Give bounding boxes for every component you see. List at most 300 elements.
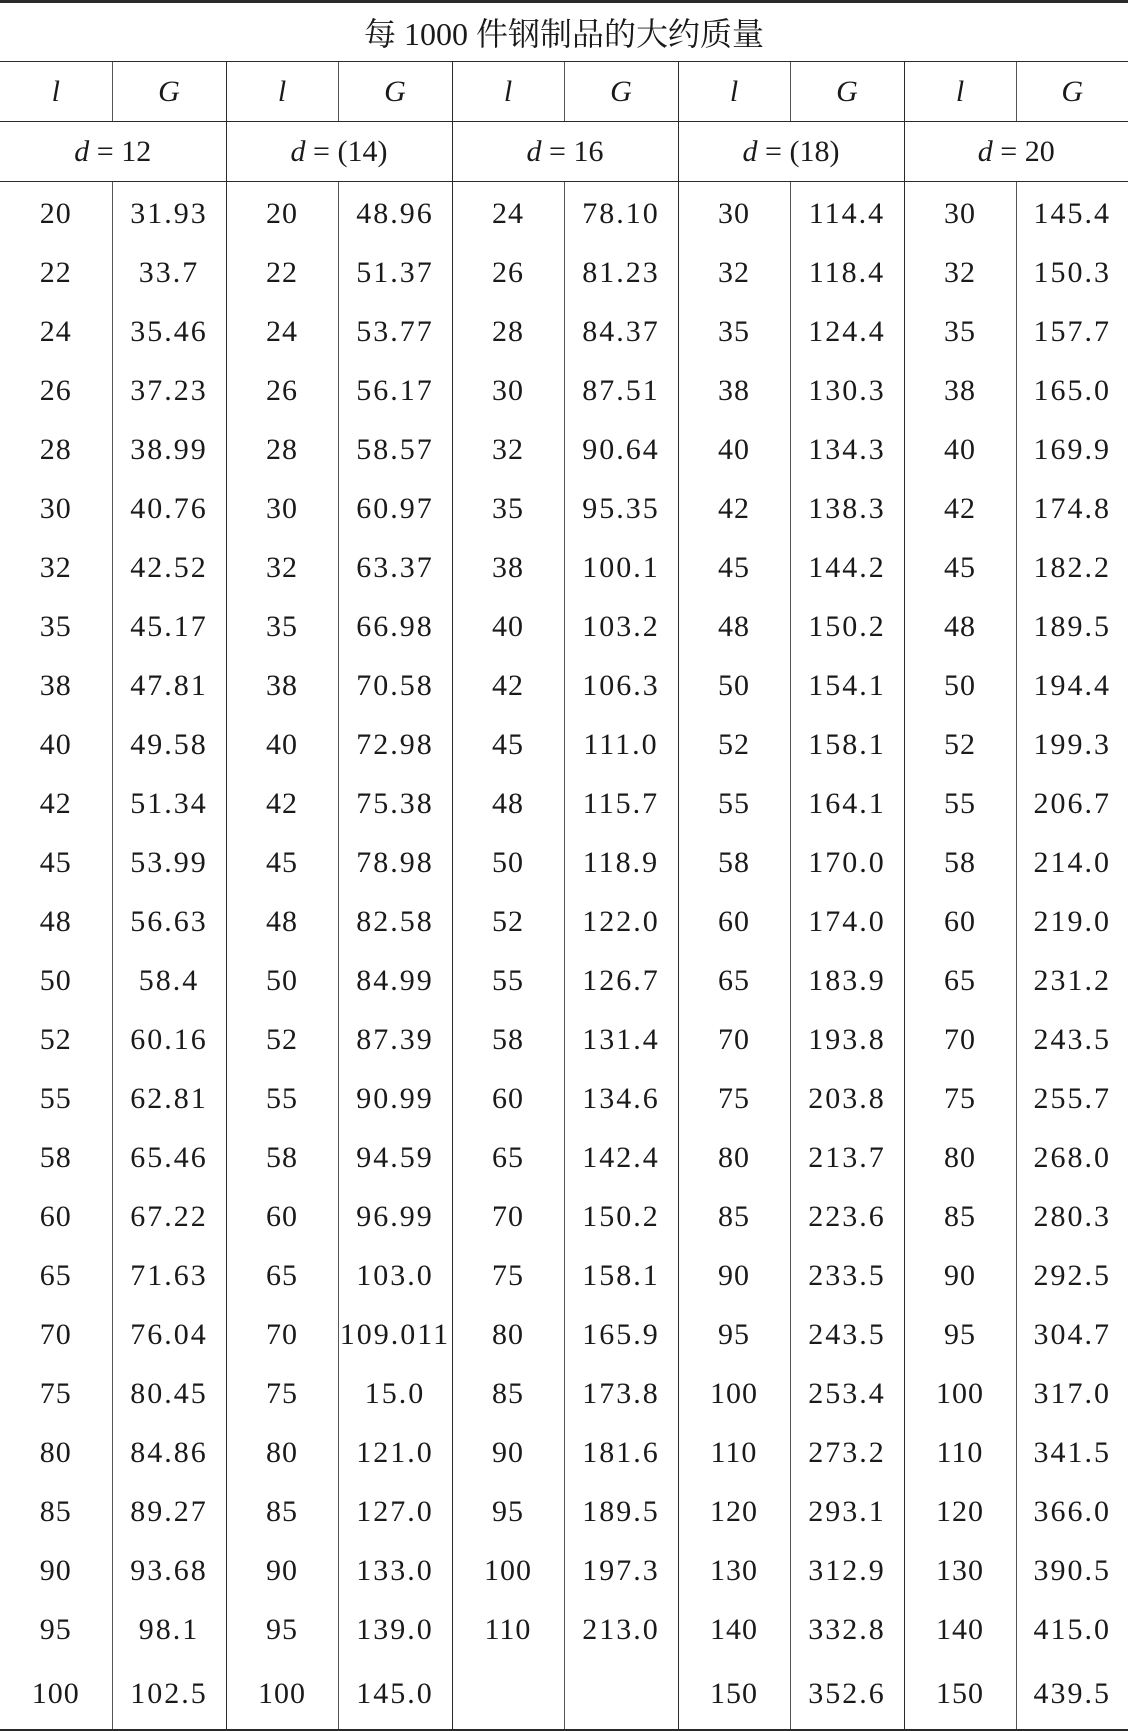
length-cell: 20 [226,182,338,244]
length-cell: 50 [452,833,564,892]
mass-cell: 133.0 [338,1541,452,1600]
length-cell: 45 [452,715,564,774]
length-cell: 50 [678,656,790,715]
length-cell: 60 [452,1069,564,1128]
length-cell: 42 [39,786,72,820]
table-row [0,892,1128,951]
col-header-l: l [0,62,112,122]
mass-cell: 33.7 [112,243,226,302]
mass-cell: 183.9 [790,951,904,1010]
length-cell: 65 [904,951,1016,1010]
mass-cell: 115.7 [564,774,678,833]
mass-cell: 273.2 [790,1423,904,1482]
mass-cell: 84.99 [338,951,452,1010]
mass-cell: 439.5 [1016,1659,1128,1730]
table-row [0,1187,1128,1246]
length-cell: 58 [39,1140,72,1174]
mass-cell: 268.0 [1016,1128,1128,1187]
length-cell: 140 [678,1600,790,1659]
table-row [0,1010,1128,1069]
mass-cell: 165.0 [1016,361,1128,420]
length-cell: 120 [904,1482,1016,1541]
mass-cell: 154.1 [790,656,904,715]
length-cell: 28 [226,420,338,479]
length-cell: 55 [226,1069,338,1128]
table-row [0,1069,1128,1128]
mass-cell: 15.0 [338,1364,452,1423]
length-cell: 32 [678,243,790,302]
table-row [0,420,1128,479]
length-cell: 32 [39,550,72,584]
table-row [0,1364,1128,1423]
table-row [0,656,1128,715]
mass-cell: 189.5 [1016,597,1128,656]
length-cell: 48 [678,597,790,656]
length-cell: 110 [452,1600,564,1659]
length-cell: 35 [678,302,790,361]
length-cell: 70 [678,1010,790,1069]
col-header-g: G [790,62,904,122]
group-label-d18: d = (18) [678,122,904,182]
table-row [0,951,1128,1010]
table-title: 每 1000 件钢制品的大约质量 [0,2,1128,62]
mass-cell: 130.3 [790,361,904,420]
mass-cell: 56.63 [112,892,226,951]
mass-cell: 126.7 [564,951,678,1010]
mass-cell: 145.4 [1016,182,1128,244]
mass-cell: 53.77 [338,302,452,361]
length-cell: 55 [904,774,1016,833]
length-cell: 40 [226,715,338,774]
mass-cell: 78.10 [564,182,678,244]
length-cell: 60 [904,892,1016,951]
col-header-l: l [678,62,790,122]
mass-cell: 118.9 [564,833,678,892]
mass-cell: 67.22 [112,1187,226,1246]
mass-cell: 193.8 [790,1010,904,1069]
length-cell: 45 [904,538,1016,597]
mass-cell: 89.27 [112,1482,226,1541]
length-cell: 26 [452,243,564,302]
length-cell: 85 [39,1494,72,1528]
mass-cell: 111.0 [564,715,678,774]
mass-cell: 173.8 [564,1364,678,1423]
length-cell: 30 [226,479,338,538]
length-cell: 65 [452,1128,564,1187]
mass-cell: 90.64 [564,420,678,479]
mass-cell [564,1659,678,1730]
length-cell [452,1659,564,1730]
table-row [0,1659,1128,1730]
col-header-g: G [338,62,452,122]
length-cell: 35 [39,609,72,643]
col-header-l: l [226,62,338,122]
mass-cell: 103.0 [338,1246,452,1305]
length-cell: 80 [39,1435,72,1469]
length-cell: 90 [452,1423,564,1482]
mass-cell: 243.5 [790,1305,904,1364]
length-cell: 52 [904,715,1016,774]
length-cell: 95 [904,1305,1016,1364]
mass-cell: 213.0 [564,1600,678,1659]
length-cell: 65 [39,1258,72,1292]
mass-cell: 127.0 [338,1482,452,1541]
length-cell: 30 [452,361,564,420]
length-cell: 60 [39,1199,72,1233]
mass-cell: 121.0 [338,1423,452,1482]
length-cell: 70 [452,1187,564,1246]
length-cell: 30 [39,491,72,525]
mass-cell: 106.3 [564,656,678,715]
mass-cell: 174.8 [1016,479,1128,538]
length-cell: 80 [904,1128,1016,1187]
length-cell: 24 [39,314,72,348]
table-row [0,182,1128,244]
length-cell: 24 [226,302,338,361]
mass-cell: 255.7 [1016,1069,1128,1128]
mass-cell: 219.0 [1016,892,1128,951]
mass-cell: 138.3 [790,479,904,538]
length-cell: 30 [678,182,790,244]
col-header-g: G [1016,62,1128,122]
mass-cell: 94.59 [338,1128,452,1187]
table-row [0,1482,1128,1541]
length-cell: 40 [452,597,564,656]
length-cell: 80 [452,1305,564,1364]
mass-cell: 352.6 [790,1659,904,1730]
mass-cell: 51.34 [112,774,226,833]
length-cell: 40 [678,420,790,479]
length-cell: 75 [452,1246,564,1305]
mass-cell: 72.98 [338,715,452,774]
table-row [0,1423,1128,1482]
mass-cell: 341.5 [1016,1423,1128,1482]
length-cell: 90 [226,1541,338,1600]
mass-cell: 37.23 [112,361,226,420]
mass-cell: 65.46 [112,1128,226,1187]
mass-cell: 31.93 [112,182,226,244]
length-cell: 32 [226,538,338,597]
mass-cell: 157.7 [1016,302,1128,361]
length-cell: 40 [904,420,1016,479]
mass-cell: 150.3 [1016,243,1128,302]
mass-cell: 78.98 [338,833,452,892]
mass-cell: 98.1 [112,1600,226,1659]
table-row [0,1541,1128,1600]
length-cell: 55 [452,951,564,1010]
mass-cell: 87.51 [564,361,678,420]
length-cell: 32 [904,243,1016,302]
table-row [0,1305,1128,1364]
mass-cell: 109.011 [338,1305,452,1364]
mass-cell: 150.2 [564,1187,678,1246]
mass-cell: 174.0 [790,892,904,951]
mass-cell: 332.8 [790,1600,904,1659]
length-cell: 52 [452,892,564,951]
mass-cell: 197.3 [564,1541,678,1600]
length-cell: 52 [226,1010,338,1069]
mass-cell: 199.3 [1016,715,1128,774]
length-cell: 110 [904,1423,1016,1482]
length-cell: 70 [904,1010,1016,1069]
col-header-g: G [112,62,226,122]
mass-cell: 206.7 [1016,774,1128,833]
mass-cell: 134.6 [564,1069,678,1128]
mass-cell: 70.58 [338,656,452,715]
mass-cell: 223.6 [790,1187,904,1246]
table-row [0,774,1128,833]
length-cell: 95 [452,1482,564,1541]
length-cell: 50 [39,963,72,997]
mass-cell: 58.4 [112,951,226,1010]
mass-cell: 40.76 [112,479,226,538]
title-row [0,2,1128,62]
mass-cell: 131.4 [564,1010,678,1069]
length-cell: 50 [226,951,338,1010]
length-cell: 48 [39,904,72,938]
mass-cell: 169.9 [1016,420,1128,479]
length-cell: 22 [226,243,338,302]
length-cell: 60 [226,1187,338,1246]
length-cell: 85 [452,1364,564,1423]
length-cell: 42 [452,656,564,715]
length-cell: 52 [39,1022,72,1056]
table-row [0,243,1128,302]
mass-cell: 292.5 [1016,1246,1128,1305]
length-cell: 75 [678,1069,790,1128]
length-cell: 90 [678,1246,790,1305]
mass-cell: 35.46 [112,302,226,361]
length-cell: 48 [452,774,564,833]
length-cell: 95 [226,1600,338,1659]
group-label-d12: d = 12 [0,122,226,182]
mass-cell: 139.0 [338,1600,452,1659]
mass-cell: 214.0 [1016,833,1128,892]
length-cell: 42 [226,774,338,833]
length-cell: 95 [39,1612,72,1646]
table-row [0,538,1128,597]
mass-cell: 60.97 [338,479,452,538]
mass-cell: 145.0 [338,1659,452,1730]
diameter-group-row [0,122,1128,182]
length-cell: 42 [904,479,1016,538]
mass-cell: 213.7 [790,1128,904,1187]
length-cell: 100 [0,1659,112,1730]
mass-cell: 114.4 [790,182,904,244]
length-cell: 35 [226,597,338,656]
mass-cell: 95.35 [564,479,678,538]
table-row [0,1128,1128,1187]
col-header-g: G [564,62,678,122]
mass-cell: 75.38 [338,774,452,833]
length-cell: 38 [226,656,338,715]
mass-cell: 81.23 [564,243,678,302]
table-row [0,833,1128,892]
length-cell: 24 [452,182,564,244]
length-cell: 58 [678,833,790,892]
table-row [0,597,1128,656]
mass-cell: 280.3 [1016,1187,1128,1246]
mass-cell: 304.7 [1016,1305,1128,1364]
table-row [0,1246,1128,1305]
length-cell: 45 [39,845,72,879]
length-cell: 80 [678,1128,790,1187]
mass-cell: 48.96 [338,182,452,244]
mass-cell: 317.0 [1016,1364,1128,1423]
length-cell: 80 [226,1423,338,1482]
length-cell: 30 [904,182,1016,244]
length-cell: 58 [226,1128,338,1187]
mass-cell: 84.37 [564,302,678,361]
length-cell: 130 [678,1541,790,1600]
length-cell: 38 [452,538,564,597]
mass-cell: 84.86 [112,1423,226,1482]
length-cell: 85 [678,1187,790,1246]
mass-cell: 87.39 [338,1010,452,1069]
mass-cell: 62.81 [112,1069,226,1128]
mass-cell: 58.57 [338,420,452,479]
length-cell: 50 [904,656,1016,715]
length-cell: 48 [226,892,338,951]
mass-cell: 80.45 [112,1364,226,1423]
mass-cell: 49.58 [112,715,226,774]
length-cell: 100 [226,1659,338,1730]
length-cell: 120 [678,1482,790,1541]
length-cell: 85 [226,1482,338,1541]
length-cell: 45 [678,538,790,597]
mass-cell: 100.1 [564,538,678,597]
length-cell: 58 [452,1010,564,1069]
mass-cell: 142.4 [564,1128,678,1187]
mass-cell: 181.6 [564,1423,678,1482]
mass-cell: 103.2 [564,597,678,656]
length-cell: 35 [904,302,1016,361]
mass-cell: 165.9 [564,1305,678,1364]
mass-cell: 76.04 [112,1305,226,1364]
length-cell: 28 [39,432,72,466]
table-row [0,302,1128,361]
length-cell: 85 [904,1187,1016,1246]
mass-cell: 231.2 [1016,951,1128,1010]
table-row [0,1600,1128,1659]
length-cell: 26 [39,373,72,407]
length-cell: 48 [904,597,1016,656]
mass-cell: 71.63 [112,1246,226,1305]
mass-cell: 293.1 [790,1482,904,1541]
length-cell: 130 [904,1541,1016,1600]
mass-cell: 66.98 [338,597,452,656]
mass-cell: 122.0 [564,892,678,951]
length-cell: 150 [904,1659,1016,1730]
mass-cell: 96.99 [338,1187,452,1246]
mass-cell: 253.4 [790,1364,904,1423]
mass-cell: 366.0 [1016,1482,1128,1541]
mass-cell: 93.68 [112,1541,226,1600]
mass-cell: 150.2 [790,597,904,656]
length-cell: 65 [226,1246,338,1305]
length-cell: 150 [678,1659,790,1730]
length-cell: 45 [226,833,338,892]
mass-cell: 45.17 [112,597,226,656]
length-cell: 110 [678,1423,790,1482]
mass-cell: 182.2 [1016,538,1128,597]
mass-cell: 118.4 [790,243,904,302]
group-label-d20: d = 20 [904,122,1128,182]
mass-cell: 124.4 [790,302,904,361]
length-cell: 22 [39,255,72,289]
column-header-row [0,62,1128,122]
mass-cell: 194.4 [1016,656,1128,715]
length-cell: 90 [39,1553,72,1587]
length-cell: 40 [39,727,72,761]
mass-cell: 390.5 [1016,1541,1128,1600]
length-cell: 100 [452,1541,564,1600]
mass-cell: 60.16 [112,1010,226,1069]
length-cell: 100 [678,1364,790,1423]
length-cell: 95 [678,1305,790,1364]
group-label-d16: d = 16 [452,122,678,182]
length-cell: 58 [904,833,1016,892]
length-cell: 20 [39,196,72,230]
group-label-d14: d = (14) [226,122,452,182]
mass-cell: 144.2 [790,538,904,597]
mass-cell: 158.1 [564,1246,678,1305]
mass-cell: 158.1 [790,715,904,774]
mass-cell: 42.52 [112,538,226,597]
length-cell: 90 [904,1246,1016,1305]
mass-cell: 53.99 [112,833,226,892]
mass-cell: 82.58 [338,892,452,951]
length-cell: 35 [452,479,564,538]
mass-cell: 312.9 [790,1541,904,1600]
mass-cell: 90.99 [338,1069,452,1128]
length-cell: 75 [226,1364,338,1423]
mass-cell: 170.0 [790,833,904,892]
table-row [0,361,1128,420]
mass-cell: 203.8 [790,1069,904,1128]
length-cell: 42 [678,479,790,538]
table-row [0,715,1128,774]
col-header-l: l [904,62,1016,122]
mass-cell: 415.0 [1016,1600,1128,1659]
mass-cell: 51.37 [338,243,452,302]
mass-cell: 56.17 [338,361,452,420]
length-cell: 38 [39,668,72,702]
length-cell: 55 [39,1081,72,1115]
mass-cell: 243.5 [1016,1010,1128,1069]
length-cell: 60 [678,892,790,951]
length-cell: 140 [904,1600,1016,1659]
mass-cell: 38.99 [112,420,226,479]
length-cell: 100 [904,1364,1016,1423]
mass-cell: 134.3 [790,420,904,479]
length-cell: 26 [226,361,338,420]
col-header-l: l [452,62,564,122]
table-row [0,479,1128,538]
length-cell: 75 [904,1069,1016,1128]
mass-cell: 63.37 [338,538,452,597]
length-cell: 38 [678,361,790,420]
mass-cell: 189.5 [564,1482,678,1541]
length-cell: 70 [39,1317,72,1351]
length-cell: 52 [678,715,790,774]
length-cell: 55 [678,774,790,833]
length-cell: 32 [452,420,564,479]
mass-cell: 102.5 [112,1659,226,1730]
mass-cell: 164.1 [790,774,904,833]
length-cell: 28 [452,302,564,361]
length-cell: 75 [39,1376,72,1410]
